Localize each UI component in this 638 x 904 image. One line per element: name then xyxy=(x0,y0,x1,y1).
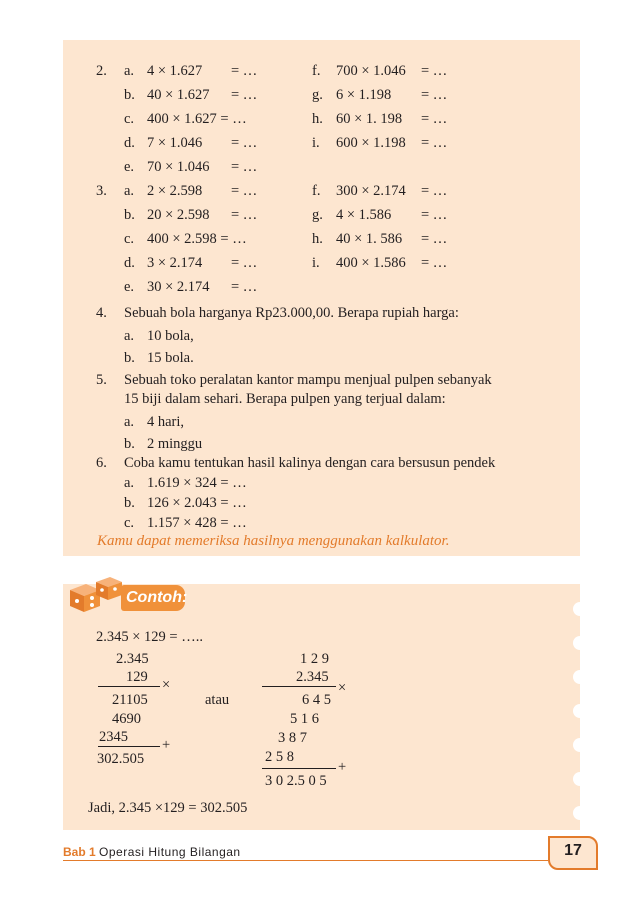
right-rule-2 xyxy=(262,768,336,769)
q2h-eq: = … xyxy=(421,111,448,127)
q3b-eq: = … xyxy=(231,207,258,223)
q6c-label: c. xyxy=(124,515,135,531)
footer-chapter xyxy=(63,845,241,859)
q3d-expr: 3 × 2.174 xyxy=(147,255,203,271)
left-rule-2 xyxy=(98,746,160,747)
q3d-label: d. xyxy=(124,255,135,271)
right-rule-1 xyxy=(262,686,336,687)
q2c-expr: 400 × 1.627 = … xyxy=(147,111,247,127)
q3g-label: g. xyxy=(312,207,323,223)
left-result: 302.505 xyxy=(97,751,145,767)
right-result: 3 0 2.5 0 5 xyxy=(265,773,327,789)
q6a-label: a. xyxy=(124,475,135,491)
q6-text: Coba kamu tentukan hasil kalinya dengan cara bersusun pendek xyxy=(124,455,496,471)
q2b-label: b. xyxy=(124,87,135,103)
q6c-text: 1.157 × 428 = … xyxy=(147,515,247,531)
q3g-eq: = … xyxy=(421,207,448,223)
calculator-note: Kamu dapat memeriksa hasilnya menggunakan kalkulator. xyxy=(97,533,450,549)
q2h-label: h. xyxy=(312,111,323,127)
q5a-label: a. xyxy=(124,414,135,430)
q3i-eq: = … xyxy=(421,255,448,271)
q3c-expr: 400 × 2.598 = … xyxy=(147,231,247,247)
q3a-expr: 2 × 2.598 xyxy=(147,183,203,199)
right-top: 1 2 9 xyxy=(300,651,329,667)
q3a-eq: = … xyxy=(231,183,258,199)
q5b-label: b. xyxy=(124,436,135,452)
q3e-expr: 30 × 2.174 xyxy=(147,279,210,295)
q4a-label: a. xyxy=(124,328,135,344)
right-p1: 6 4 5 xyxy=(302,692,331,708)
q3a-label: a. xyxy=(124,183,135,199)
q4b-text: 15 bola. xyxy=(147,350,194,366)
q3b-label: b. xyxy=(124,207,135,223)
q2d-expr: 7 × 1.046 xyxy=(147,135,203,151)
q3h-expr: 40 × 1. 586 xyxy=(336,231,403,247)
q2g-expr: 6 × 1.198 xyxy=(336,87,392,103)
q2i-label: i. xyxy=(312,135,320,151)
q5-number: 5. xyxy=(96,372,107,388)
q2d-eq: = … xyxy=(231,135,258,151)
left-rule-1 xyxy=(98,686,160,687)
q5-line2: 15 biji dalam sehari. Berapa pulpen yang terjual dalam: xyxy=(124,391,446,407)
q3h-eq: = … xyxy=(421,231,448,247)
q2e-label: e. xyxy=(124,159,135,175)
q3f-expr: 300 × 2.174 xyxy=(336,183,406,199)
right-p4: 2 5 8 xyxy=(265,749,294,765)
q3c-label: c. xyxy=(124,231,135,247)
q2e-expr: 70 × 1.046 xyxy=(147,159,210,175)
left-top: 2.345 xyxy=(116,651,149,667)
q2b-eq: = … xyxy=(231,87,258,103)
q2i-eq: = … xyxy=(421,135,448,151)
right-p2: 5 1 6 xyxy=(290,711,319,727)
q4a-text: 10 bola, xyxy=(147,328,194,344)
left-times: × xyxy=(162,677,171,693)
q2-number: 2. xyxy=(96,63,107,79)
contoh-label: Contoh: xyxy=(126,589,188,606)
atau-label: atau xyxy=(205,692,230,708)
right-mult: 2.345 xyxy=(296,669,329,685)
q2a-expr: 4 × 1.627 xyxy=(147,63,203,79)
q3d-eq: = … xyxy=(231,255,258,271)
q5-line1: Sebuah toko peralatan kantor mampu menjual pulpen sebanyak xyxy=(124,372,492,388)
q2d-label: d. xyxy=(124,135,135,151)
q3e-eq: = … xyxy=(231,279,258,295)
footer-chapter-title: Operasi Hitung Bilangan xyxy=(99,845,241,859)
q6a-text: 1.619 × 324 = … xyxy=(147,475,247,491)
q2i-expr: 600 × 1.198 xyxy=(336,135,406,151)
example-conclusion: Jadi, 2.345 ×129 = 302.505 xyxy=(88,800,248,816)
left-plus: + xyxy=(162,737,171,753)
q4-number: 4. xyxy=(96,305,107,321)
q5b-text: 2 minggu xyxy=(147,436,203,452)
right-plus: + xyxy=(338,759,347,775)
q5a-text: 4 hari, xyxy=(147,414,185,430)
left-mult: 129 xyxy=(126,669,148,685)
dice-icon xyxy=(66,574,122,616)
q6b-label: b. xyxy=(124,495,135,511)
q4b-label: b. xyxy=(124,350,135,366)
footer-bab: Bab 1 xyxy=(63,845,96,859)
q3h-label: h. xyxy=(312,231,323,247)
right-p3: 3 8 7 xyxy=(278,730,307,746)
q2c-label: c. xyxy=(124,111,135,127)
q2f-expr: 700 × 1.046 xyxy=(336,63,406,79)
right-times: × xyxy=(338,680,347,696)
q2g-label: g. xyxy=(312,87,323,103)
page-number: 17 xyxy=(564,842,582,859)
q6-number: 6. xyxy=(96,455,107,471)
q3i-label: i. xyxy=(312,255,320,271)
q2a-label: a. xyxy=(124,63,135,79)
q2g-eq: = … xyxy=(421,87,448,103)
q2b-expr: 40 × 1.627 xyxy=(147,87,210,103)
q3b-expr: 20 × 2.598 xyxy=(147,207,210,223)
q3i-expr: 400 × 1.586 xyxy=(336,255,406,271)
left-p2: 4690 xyxy=(112,711,141,727)
q2f-label: f. xyxy=(312,63,321,79)
q3e-label: e. xyxy=(124,279,135,295)
q2e-eq: = … xyxy=(231,159,258,175)
q3g-expr: 4 × 1.586 xyxy=(336,207,392,223)
q6b-text: 126 × 2.043 = … xyxy=(147,495,247,511)
q4-text: Sebuah bola harganya Rp23.000,00. Berapa rupiah harga: xyxy=(124,305,459,321)
q2h-expr: 60 × 1. 198 xyxy=(336,111,403,127)
left-p1: 21105 xyxy=(112,692,148,708)
q3f-label: f. xyxy=(312,183,321,199)
q3f-eq: = … xyxy=(421,183,448,199)
footer-line xyxy=(63,860,548,861)
example-problem: 2.345 × 129 = ….. xyxy=(96,629,203,645)
q2a-eq: = … xyxy=(231,63,258,79)
q2f-eq: = … xyxy=(421,63,448,79)
left-p3: 2345 xyxy=(99,729,128,745)
q3-number: 3. xyxy=(96,183,107,199)
